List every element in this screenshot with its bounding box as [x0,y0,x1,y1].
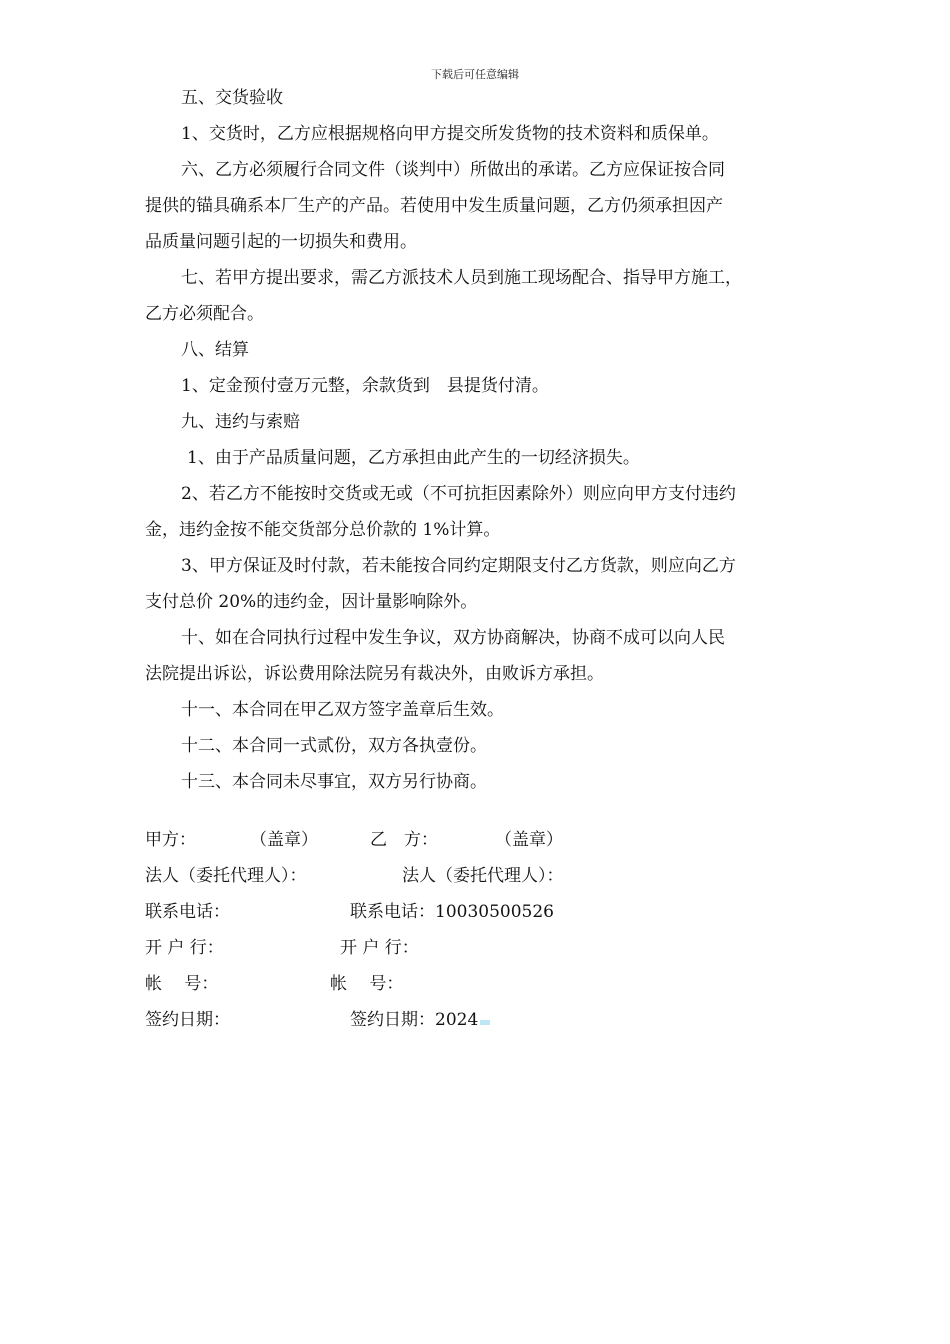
bank-a: 开 户 行： [145,938,224,958]
paragraph: 十、如在合同执行过程中发生争议，双方协商解决，协商不成可以向人民 [181,628,725,648]
paragraph: 十三、本合同未尽事宜，双方另行协商。 [181,772,487,792]
legal-rep-a: 法人（委托代理人）： [145,866,307,886]
section-heading: 五、交货验收 [181,88,283,108]
party-b-label: 乙 方： [370,830,438,850]
date-b: 签约日期：2024 [350,1010,479,1030]
paragraph-continuation: 乙方必须配合。 [145,304,264,324]
paragraph: 七、若甲方提出要求，需乙方派技术人员到施工现场配合、指导甲方施工， [181,268,742,288]
phone-a: 联系电话： [145,902,230,922]
paragraph: 1、交货时，乙方应根据规格向甲方提交所发货物的技术资料和质保单。 [181,124,719,144]
account-a: 帐 号： [145,974,219,994]
paragraph-continuation: 金，违约金按不能交货部分总价款的 1%计算。 [145,520,501,540]
paragraph: 3、甲方保证及时付款，若未能按合同约定期限支付乙方货款，则应向乙方 [181,556,736,576]
legal-rep-b: 法人（委托代理人）： [402,866,564,886]
paragraph-continuation: 品质量问题引起的一切损失和费用。 [145,232,417,252]
paragraph: 1、由于产品质量问题，乙方承担由此产生的一切经济损失。 [187,448,640,468]
paragraph-continuation: 支付总价 20%的违约金，因计量影响除外。 [145,592,478,612]
date-a: 签约日期： [145,1010,230,1030]
section-heading: 九、违约与索赔 [181,412,300,432]
paragraph: 六、乙方必须履行合同文件（谈判中）所做出的承诺。乙方应保证按合同 [181,160,725,180]
bank-b: 开 户 行： [340,938,419,958]
section-heading: 八、结算 [181,340,249,360]
paragraph-continuation: 提供的锚具确系本厂生产的产品。若使用中发生质量问题，乙方仍须承担因产 [145,196,723,216]
date-b-wrap [350,1008,490,1032]
contract-body [145,80,825,800]
paragraph: 十一、本合同在甲乙双方签字盖章后生效。 [181,700,504,720]
paragraph: 2、若乙方不能按时交货或无或（不可抗拒因素除外）则应向甲方支付违约 [181,484,736,504]
paragraph: 1、定金预付壹万元整，余款货到 县提货付清。 [181,376,549,396]
paragraph: 十二、本合同一式贰份，双方各执壹份。 [181,736,487,756]
text-cursor-highlight [480,1020,490,1025]
page-header: 下载后可任意编辑 [431,68,519,81]
party-b-seal: （盖章） [495,830,563,850]
party-a-seal: （盖章） [250,830,318,850]
account-b: 帐 号： [330,974,404,994]
phone-b: 联系电话：10030500526 [350,902,554,922]
paragraph-continuation: 法院提出诉讼，诉讼费用除法院另有裁决外，由败诉方承担。 [145,664,604,684]
party-a-label: 甲方： [145,830,196,850]
